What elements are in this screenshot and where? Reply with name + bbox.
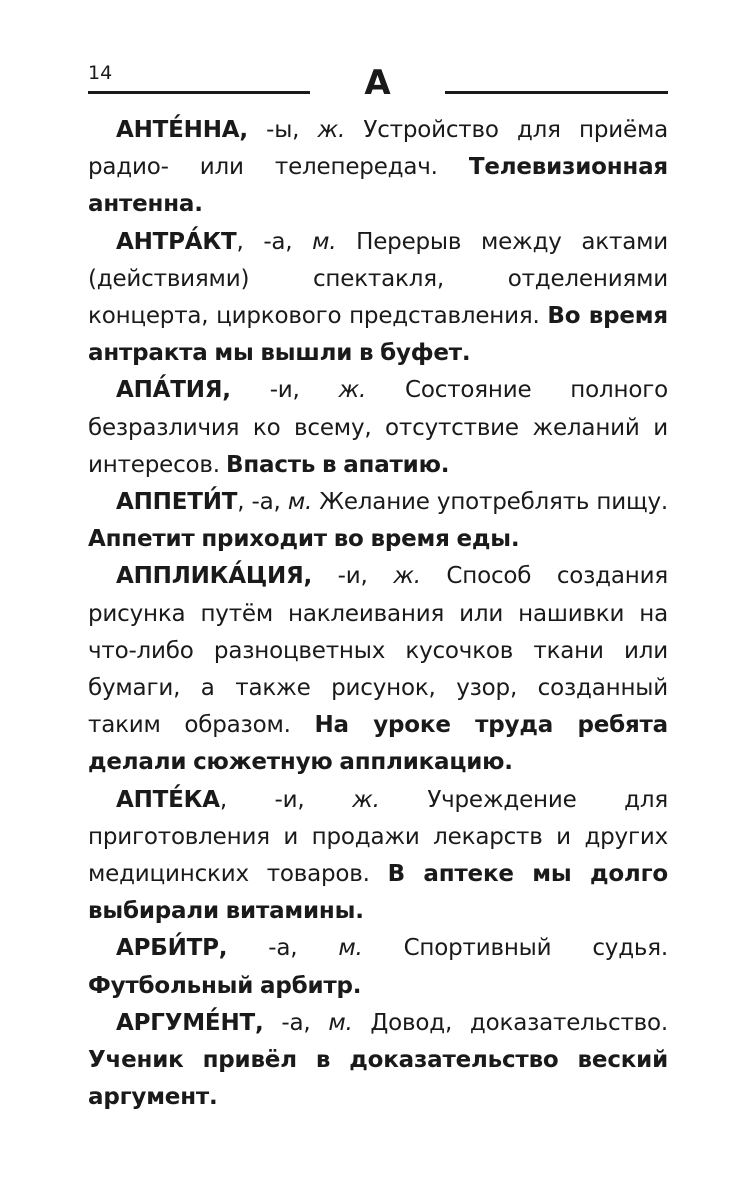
entry-example: Во время антракта мы вышли в буфет. xyxy=(88,303,668,367)
entry-definition: Способ создания рисунка путём наклеивания или нашивки на что-либо разноцветных кусочков ткани или бумаги, а также рисунок, узор, созданный таким образом. xyxy=(88,563,668,739)
dictionary-entry xyxy=(88,930,668,1004)
entry-grammar: -а, xyxy=(263,1009,329,1036)
entry-example: Телевизионная антенна. xyxy=(88,154,668,218)
entry-example: Футбольный арбитр. xyxy=(88,972,362,999)
entry-headword: АПТЕ́КА xyxy=(116,786,220,813)
dictionary-entry xyxy=(88,372,668,484)
entry-gender: м. xyxy=(312,228,337,255)
page-letter: А xyxy=(364,63,391,103)
entry-grammar: -и, xyxy=(312,563,394,590)
dictionary-entry xyxy=(88,558,668,781)
entry-example: Аппетит приходит во время еды. xyxy=(88,526,520,553)
entry-grammar: , -а, xyxy=(236,228,313,255)
entry-grammar: , -а, xyxy=(237,489,288,516)
entry-example: На уроке труда ребята делали сюжетную аппликацию. xyxy=(88,712,668,776)
dictionary-entry xyxy=(88,1005,668,1117)
entry-definition: Желание употреблять пищу. xyxy=(312,489,668,516)
header-rule-left xyxy=(88,91,310,94)
entry-definition: Перерыв между актами (действиями) спектакля, отделениями концерта, циркового представления. xyxy=(88,228,668,330)
entry-headword: АРГУМЕ́НТ, xyxy=(116,1009,264,1036)
entry-example: В аптеке мы долго выбирали витамины. xyxy=(88,861,668,925)
entry-grammar: -и, xyxy=(230,377,339,404)
entry-definition: Спортивный судья. xyxy=(362,935,668,962)
entry-gender: ж. xyxy=(352,786,380,813)
entry-grammar: -а, xyxy=(227,935,339,962)
entry-headword: АРБИ́ТР, xyxy=(116,935,228,962)
entry-headword: АПА́ТИЯ, xyxy=(116,377,231,404)
entry-headword: АППЕТИ́Т xyxy=(116,489,238,516)
entry-grammar: -ы, xyxy=(247,117,318,143)
dictionary-entry xyxy=(88,484,668,558)
entry-grammar: , -и, xyxy=(219,786,353,813)
entry-gender: ж. xyxy=(338,377,367,404)
entry-example: Впасть в апатию. xyxy=(225,451,450,478)
dictionary-entry xyxy=(88,224,668,373)
page-number: 14 xyxy=(88,62,113,84)
entry-headword: АНТЕ́ННА, xyxy=(116,117,248,143)
entry-gender: м. xyxy=(328,1009,353,1036)
entry-gender: ж. xyxy=(393,563,421,590)
entry-headword: АНТРА́КТ xyxy=(116,228,237,255)
entry-definition: Устройство для приёма радио- или телепередач. xyxy=(88,117,668,181)
dictionary-entry xyxy=(88,112,668,224)
entry-definition: Довод, доказательство. xyxy=(352,1009,668,1036)
dictionary-entry xyxy=(88,782,668,931)
entry-gender: ж. xyxy=(317,117,346,143)
entry-gender: м. xyxy=(287,489,313,516)
entry-definition: Состояние полного безразличия ко всему, отсутствие желаний и интересов. xyxy=(88,377,668,478)
dictionary-entries xyxy=(88,112,668,1116)
entry-definition: Учреждение для приготовления и продажи лекарств и других медицинских товаров. xyxy=(88,786,668,888)
header-rule-right xyxy=(445,91,668,94)
entry-example: Ученик привёл в доказательство веский аргумент. xyxy=(88,1047,668,1111)
entry-headword: АППЛИКА́ЦИЯ, xyxy=(116,563,313,590)
entry-gender: м. xyxy=(338,935,363,962)
